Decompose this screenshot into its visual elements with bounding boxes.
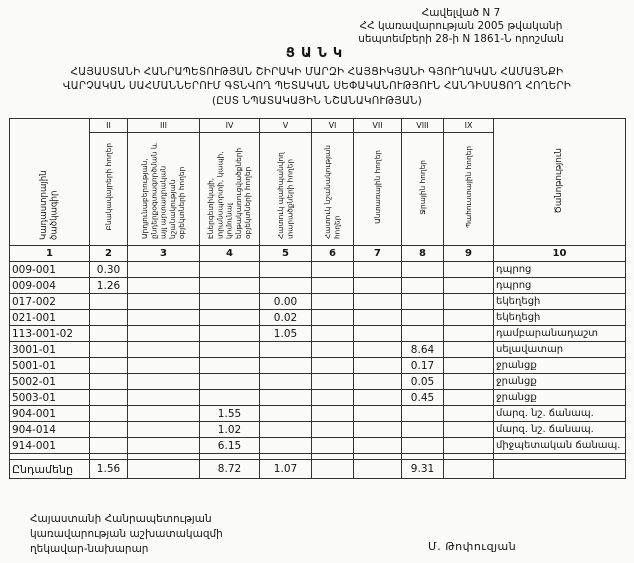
cell-area-value (402, 326, 444, 342)
cell-area-value: 0.17 (402, 358, 444, 374)
cell-code: 904-014 (10, 422, 90, 438)
appendix-line: սեպտեմբերի 28-ի N 1861-Ն որոշման (358, 33, 564, 46)
cell-area-value (354, 262, 402, 278)
cell-area-value (128, 422, 200, 438)
cell-area-value (444, 310, 494, 326)
cell-area-value (90, 326, 128, 342)
column-index: 10 (494, 246, 626, 262)
cell-code: Ընդամենը (10, 460, 90, 479)
land-parcels-table (9, 118, 626, 479)
column-index: 4 (200, 246, 260, 262)
cell-area-value (312, 390, 354, 406)
document-title: ՑԱՆԿ (285, 46, 349, 61)
group-numeral: IV (200, 119, 260, 133)
signatory-title-line: ղեկավար-նախարար (30, 543, 149, 556)
cell-area-value: 8.72 (200, 460, 260, 479)
cell-note: դպրոց (494, 278, 626, 294)
cell-area-value (444, 342, 494, 358)
cell-area-value: 0.05 (402, 374, 444, 390)
column-index: 8 (402, 246, 444, 262)
column-header: Պահուստային հողեր (444, 133, 494, 246)
group-numeral-row (10, 119, 626, 133)
subtitle-line: (ԸՍՏ ՆՊԱՏԱԿԱՅԻՆ ՆՇԱՆԱԿՈՒԹՅԱՆ) (212, 94, 422, 107)
column-header: Արդյունաբերության, ընդերքօգտագործման և այլ արտադրական նշանակության օբյեկտների հողեր (128, 133, 200, 246)
cell-code: 904-001 (10, 406, 90, 422)
column-header: Հատուկ պահպանվող տարածքների հողեր (260, 133, 312, 246)
cell-area-value (354, 310, 402, 326)
cell-area-value (90, 374, 128, 390)
cell-area-value (128, 278, 200, 294)
cell-code: 017-002 (10, 294, 90, 310)
cell-area-value (354, 406, 402, 422)
table-row (10, 278, 626, 294)
cell-area-value (354, 342, 402, 358)
cell-area-value (354, 438, 402, 454)
cell-code: 5001-01 (10, 358, 90, 374)
column-header: Ջրային հողեր (402, 133, 444, 246)
cell-area-value: 1.02 (200, 422, 260, 438)
cell-area-value: 6.15 (200, 438, 260, 454)
cell-area-value (128, 294, 200, 310)
table-row (10, 406, 626, 422)
table-row (10, 294, 626, 310)
cell-area-value: 0.45 (402, 390, 444, 406)
document-subtitle (0, 65, 634, 108)
cell-area-value (312, 310, 354, 326)
cell-area-value (402, 262, 444, 278)
cell-area-value (444, 406, 494, 422)
cell-area-value: 0.02 (260, 310, 312, 326)
cadastral-code-header: Կադաստրային ծածկագիր (10, 119, 90, 246)
cell-area-value: 0.00 (260, 294, 312, 310)
cell-area-value (90, 342, 128, 358)
cell-area-value (312, 294, 354, 310)
cell-area-value (200, 310, 260, 326)
cell-area-value (90, 358, 128, 374)
cell-area-value (128, 374, 200, 390)
cell-area-value (312, 278, 354, 294)
cell-area-value (200, 294, 260, 310)
table-body (10, 262, 626, 479)
cell-area-value (354, 294, 402, 310)
group-numeral: II (90, 119, 128, 133)
group-numeral: VIII (402, 119, 444, 133)
column-index: 3 (128, 246, 200, 262)
cell-area-value (312, 358, 354, 374)
cell-note (494, 460, 626, 479)
group-numeral: III (128, 119, 200, 133)
cell-area-value (444, 262, 494, 278)
cell-area-value (90, 406, 128, 422)
cell-area-value (200, 326, 260, 342)
cell-area-value (260, 390, 312, 406)
cell-area-value (200, 342, 260, 358)
cell-area-value (260, 406, 312, 422)
cell-area-value (312, 326, 354, 342)
cell-area-value (402, 406, 444, 422)
cell-area-value (200, 278, 260, 294)
column-header: Անտառային հողեր (354, 133, 402, 246)
cell-area-value (312, 262, 354, 278)
cell-area-value (200, 358, 260, 374)
cell-code: 009-001 (10, 262, 90, 278)
column-header: Բնակավայրերի հողեր (90, 133, 128, 246)
table-row (10, 358, 626, 374)
column-index-row (10, 246, 626, 262)
cell-area-value (402, 294, 444, 310)
cell-area-value (402, 438, 444, 454)
signatory-title-block (30, 512, 223, 558)
cell-area-value (354, 326, 402, 342)
cell-area-value (90, 438, 128, 454)
cell-area-value (444, 358, 494, 374)
cell-area-value (312, 438, 354, 454)
cell-area-value (90, 310, 128, 326)
note-column-header: Ծանոթություն (494, 119, 626, 246)
cell-area-value (444, 422, 494, 438)
cell-code: 3001-01 (10, 342, 90, 358)
column-index: 2 (90, 246, 128, 262)
column-index: 7 (354, 246, 402, 262)
cell-area-value: 0.30 (90, 262, 128, 278)
table-row (10, 310, 626, 326)
cell-area-value (354, 374, 402, 390)
table-row (10, 326, 626, 342)
cell-area-value (90, 390, 128, 406)
cell-area-value (312, 460, 354, 479)
cell-area-value (260, 342, 312, 358)
cell-area-value: 1.56 (90, 460, 128, 479)
column-header: Էներգետիկայի, տրանսպորտի, կապի, կոմունալ ենթակառուցվածքների օբյեկտների հողեր (200, 133, 260, 246)
table-row (10, 438, 626, 454)
cell-code: 914-001 (10, 438, 90, 454)
cell-code: 021-001 (10, 310, 90, 326)
subtitle-line: ՀԱՅԱՍՏԱՆԻ ՀԱՆՐԱՊԵՏՈՒԹՅԱՆ ՇԻՐԱԿԻ ՄԱՐԶԻ ՀԱՅՑԻԿՅԱՆԻ ԳՅՈՒՂԱԿԱՆ ՀԱՄԱՅՆՔԻ (70, 66, 564, 78)
cell-note: ջրանցք (494, 374, 626, 390)
cell-area-value (312, 374, 354, 390)
cell-area-value (90, 294, 128, 310)
cell-area-value (200, 262, 260, 278)
cell-area-value: 1.05 (260, 326, 312, 342)
cell-area-value: 1.26 (90, 278, 128, 294)
cell-area-value: 1.55 (200, 406, 260, 422)
cell-area-value: 8.64 (402, 342, 444, 358)
cell-area-value (128, 358, 200, 374)
cell-area-value (444, 278, 494, 294)
column-index: 1 (10, 246, 90, 262)
cell-area-value (402, 310, 444, 326)
cell-area-value (200, 390, 260, 406)
cell-area-value: 1.07 (260, 460, 312, 479)
cell-area-value (444, 438, 494, 454)
group-numeral: IX (444, 119, 494, 133)
table-row (10, 390, 626, 406)
signatory-title-line: կառավարության աշխատակազմի (30, 528, 223, 541)
cell-area-value: 9.31 (402, 460, 444, 479)
cell-area-value (260, 278, 312, 294)
total-row (10, 460, 626, 479)
group-numeral: VII (354, 119, 402, 133)
cell-note: միջպետական ճանապ. (494, 438, 626, 454)
cell-area-value (128, 438, 200, 454)
cell-area-value (354, 460, 402, 479)
table-row (10, 262, 626, 278)
cell-code: 113-001-02 (10, 326, 90, 342)
cell-area-value (312, 406, 354, 422)
cell-area-value (128, 460, 200, 479)
cell-area-value (128, 406, 200, 422)
cell-area-value (402, 422, 444, 438)
cell-code: 009-004 (10, 278, 90, 294)
cell-area-value (354, 390, 402, 406)
cell-note: եկեղեցի (494, 294, 626, 310)
cell-note: ջրանցք (494, 390, 626, 406)
cell-area-value (260, 438, 312, 454)
cell-area-value (354, 422, 402, 438)
cell-area-value (260, 262, 312, 278)
cell-code: 5003-01 (10, 390, 90, 406)
column-index: 6 (312, 246, 354, 262)
table-row (10, 374, 626, 390)
cell-area-value (444, 460, 494, 479)
cell-area-value (260, 422, 312, 438)
cell-area-value (128, 310, 200, 326)
cell-code: 5002-01 (10, 374, 90, 390)
cell-area-value (354, 278, 402, 294)
cell-area-value (90, 422, 128, 438)
cell-note: մարզ. նշ. ճանապ. (494, 406, 626, 422)
group-numeral: V (260, 119, 312, 133)
column-header: Հատուկ նշանակության հողեր (312, 133, 354, 246)
cell-note: սելավատար (494, 342, 626, 358)
cell-note: եկեղեցի (494, 310, 626, 326)
cell-area-value (312, 422, 354, 438)
cell-area-value (444, 326, 494, 342)
appendix-block (316, 7, 606, 46)
cell-area-value (402, 278, 444, 294)
cell-area-value (444, 390, 494, 406)
cell-area-value (128, 390, 200, 406)
cell-note: ջրանցք (494, 358, 626, 374)
cell-area-value (444, 374, 494, 390)
column-index: 9 (444, 246, 494, 262)
signatory-title-line: Հայաստանի Հանրապետության (30, 513, 212, 525)
table-row (10, 422, 626, 438)
cell-note: դամբարանադաշտ (494, 326, 626, 342)
appendix-line: Հավելված N 7 (421, 7, 501, 19)
cell-area-value (128, 326, 200, 342)
cell-area-value (444, 294, 494, 310)
column-index: 5 (260, 246, 312, 262)
signature-name: Մ. Թոփուզյան (428, 540, 517, 553)
appendix-line: ՀՀ կառավարության 2005 թվականի (359, 20, 563, 33)
cell-area-value (354, 358, 402, 374)
group-numeral: VI (312, 119, 354, 133)
cell-area-value (128, 262, 200, 278)
cell-note: դպրոց (494, 262, 626, 278)
cell-area-value (200, 374, 260, 390)
subtitle-line: ՎԱՐՉԱԿԱՆ ՍԱՀՄԱՆՆԵՐՈՒՄ ԳՏՆՎՈՂ ՊԵՏԱԿԱՆ ՍԵՓԱԿԱՆՈՒԹՅՈՒՆ ՀԱՆԴԻՍԱՑՈՂ ՀՈՂԵՐԻ (62, 80, 572, 93)
cell-note: մարզ. նշ. ճանապ. (494, 422, 626, 438)
cell-area-value (128, 342, 200, 358)
table-row (10, 342, 626, 358)
cell-area-value (260, 358, 312, 374)
cell-area-value (260, 374, 312, 390)
cell-area-value (312, 342, 354, 358)
